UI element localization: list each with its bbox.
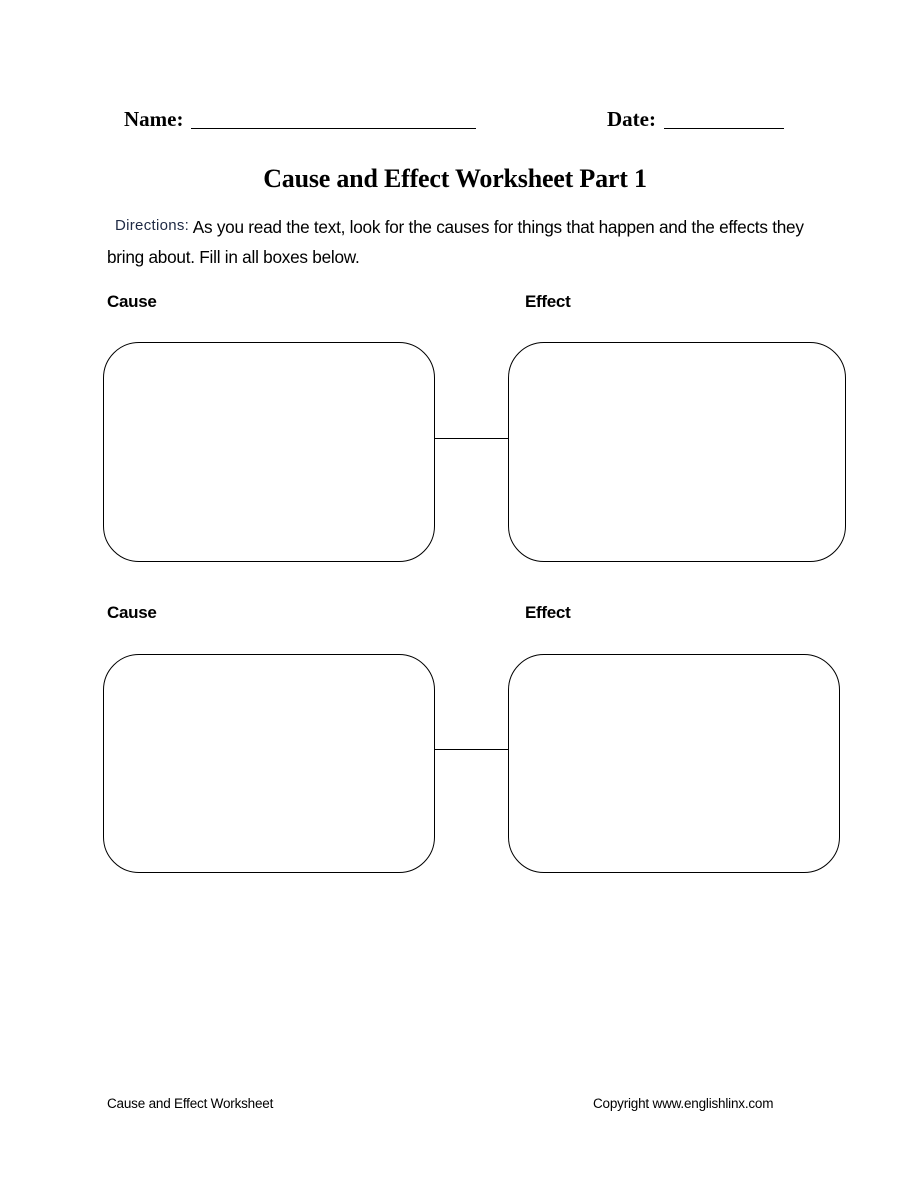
- effect-box-1[interactable]: [508, 342, 846, 562]
- connector-line-1: [434, 438, 509, 439]
- footer-left: Cause and Effect Worksheet: [107, 1096, 274, 1111]
- directions-text: As you read the text, look for the causes for things that happen and the effects they bring about. Fill in all boxes below.: [107, 217, 804, 267]
- date-field[interactable]: [664, 128, 784, 129]
- cause-box-2[interactable]: [103, 654, 435, 873]
- footer-copyright: Copyright www.englishlinx.com: [593, 1096, 774, 1111]
- cause-label-2: Cause: [107, 603, 157, 622]
- cause-box-1[interactable]: [103, 342, 435, 562]
- name-field[interactable]: [191, 128, 476, 129]
- connector-line-2: [434, 749, 509, 750]
- effect-label-1: Effect: [525, 292, 571, 311]
- name-label: Name:: [124, 107, 184, 131]
- cause-label-1: Cause: [107, 292, 157, 311]
- effect-box-2[interactable]: [508, 654, 840, 873]
- date-label: Date:: [607, 107, 656, 131]
- page-title: Cause and Effect Worksheet Part 1: [263, 164, 647, 193]
- directions-label: Directions:: [115, 217, 190, 234]
- effect-label-2: Effect: [525, 603, 571, 622]
- directions: [107, 213, 807, 272]
